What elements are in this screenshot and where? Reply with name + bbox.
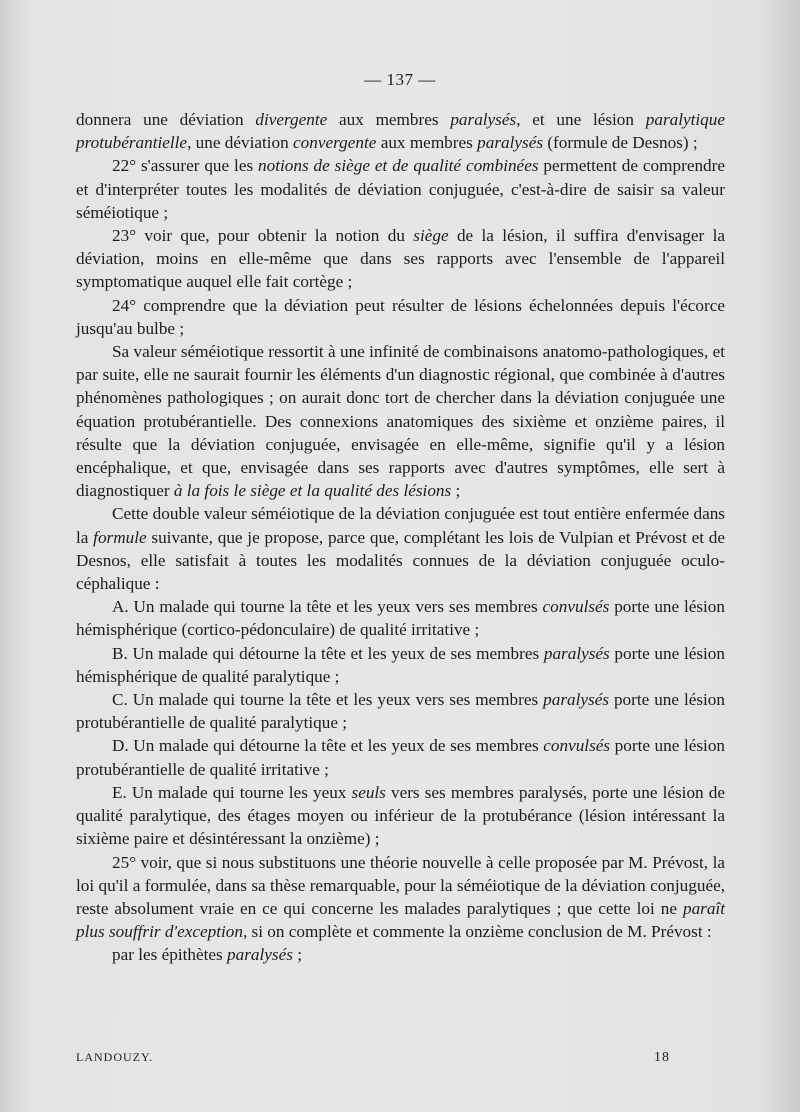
italic-text: paraît plus souffrir d'exception: [76, 898, 725, 942]
text-run: porte une lésion hémisphérique (cortico-pédonculaire) de qualité irritative ;: [76, 597, 725, 640]
italic-text: paralysés: [227, 945, 293, 965]
text-run: , si on complète et commente la onzième conclusion de M. Prévost :: [242, 922, 712, 942]
text-run: aux membres: [376, 133, 478, 153]
text-run: B. Un malade qui détourne la tête et les yeux de ses membres: [112, 643, 544, 663]
text-run: permettent de comprendre et d'interpréter toutes les modalités de déviation conjuguée, c'est-à-dire de saisir sa valeur séméiotique ;: [76, 156, 726, 222]
italic-text: paralysés: [450, 110, 517, 129]
italic-text: convergente: [293, 133, 377, 153]
text-run: 23° voir que, pour obtenir la notion du: [112, 226, 414, 246]
text-run: Sa valeur séméiotique ressortit à une infinité de combinaisons anatomo-pathologiques, et par suite, elle ne saurait fournir les éléments d'un diagnostic régional, que combinée à d'autres phénomènes pathologiques ; on aurait donc tort de chercher dans la déviation conjuguée une équation protubérantielle. Des connexions anatomiques des sixième et onzième paires, il résulte que la déviation conjuguée, envisagée en elle-même, signifie qu'il y a lésion encéphalique, et que, envisagée dans ses rapports avec d'autres symptômes, elle sert à diagnostiquer: [76, 342, 725, 501]
footer-signature: LANDOUZY.: [76, 1050, 154, 1064]
text-run: porte une lésion protubérantielle de qualité irritative ;: [76, 736, 726, 779]
text-run: , une déviation: [187, 133, 294, 153]
page-footer: [76, 1050, 725, 1066]
text-run: suivante, que je propose, parce que, complétant les lois de Vulpian et Prévost et de Desnos, elle satisfait à toutes les modalités connues de la déviation conjuguée oculo-céphalique :: [76, 527, 725, 594]
paragraph: [76, 851, 725, 944]
text-run: E. Un malade qui tourne les yeux: [112, 782, 352, 802]
italic-text: divergente: [255, 110, 328, 129]
text-run: vers ses membres paralysés, porte une lésion de qualité paralytique, des étages moyen ou inférieur de la protubérance (lésion intéressant la sixième paire et désintéressant la onzième) ;: [76, 782, 725, 849]
italic-text: paralysés: [477, 133, 544, 153]
sheet-number: 18: [654, 1050, 670, 1065]
text-run: ;: [451, 481, 461, 501]
italic-text: paralysés: [543, 690, 610, 710]
text-run: Cette double valeur séméiotique de la déviation conjuguée est tout entière enfermée dans la: [76, 504, 725, 547]
italic-text: siège: [413, 226, 449, 246]
text-run: par les épithètes: [112, 945, 228, 965]
text-run: C. Un malade qui tourne la tête et les yeux vers ses membres: [112, 690, 544, 710]
paragraph: [76, 688, 725, 734]
italic-text: à la fois le siège et la qualité des lésions: [173, 481, 452, 501]
paragraph: [76, 943, 725, 966]
paragraph: [76, 781, 725, 851]
text-run: (formule de Desnos) ;: [543, 133, 698, 153]
italic-text: paralytique protubérantielle: [76, 110, 725, 153]
page-number: — 137 —: [364, 70, 436, 89]
text-run: 22° s'assurer que les: [112, 156, 259, 176]
paragraph: [76, 340, 725, 502]
text-run: D. Un malade qui détourne la tête et les yeux de ses membres: [112, 736, 544, 756]
italic-text: seuls: [351, 782, 386, 802]
paragraph: [76, 224, 725, 294]
italic-text: convulsés: [542, 597, 610, 617]
text-run: , et une lésion: [516, 110, 646, 129]
paragraph: [76, 502, 725, 595]
text-run: ;: [292, 945, 302, 965]
body-text: [76, 108, 725, 967]
paragraph: [76, 154, 725, 224]
italic-text: notions de siège et de qualité combinées: [258, 156, 539, 176]
text-run: porte une lésion hémisphérique de qualité paralytique ;: [76, 643, 725, 686]
text-run: A. Un malade qui tourne la tête et les yeux vers ses membres: [112, 597, 543, 617]
paragraph: [76, 108, 725, 154]
italic-text: paralysés: [543, 643, 610, 663]
text-run: donnera une déviation: [76, 110, 256, 129]
paragraph: [76, 294, 725, 340]
italic-text: convulsés: [543, 736, 611, 756]
paragraph: [76, 642, 725, 688]
text-run: porte une lésion protubérantielle de qualité paralytique ;: [76, 690, 725, 733]
paragraph: [76, 734, 725, 780]
paragraph: [76, 595, 725, 641]
text-run: aux membres: [327, 110, 451, 129]
text-run: de la lésion, il suffira d'envisager la déviation, moins en elle-même que dans ses rapports avec l'ensemble de l'appareil symptomatique auquel elle fait cortège ;: [76, 226, 725, 292]
text-run: 25° voir, que si nous substituons une théorie nouvelle à celle proposée par M. Prévost, la loi qu'il a formulée, dans sa thèse remarquable, pour la séméiotique de la déviation conjuguée, reste absolument vraie en ce qui concerne les malades paralytiques ; que cette loi ne: [76, 852, 725, 918]
text-run: 24° comprendre que la déviation peut résulter de lésions échelonnées depuis l'écorce jusqu'au bulbe ;: [76, 295, 725, 338]
italic-text: formule: [93, 527, 147, 547]
